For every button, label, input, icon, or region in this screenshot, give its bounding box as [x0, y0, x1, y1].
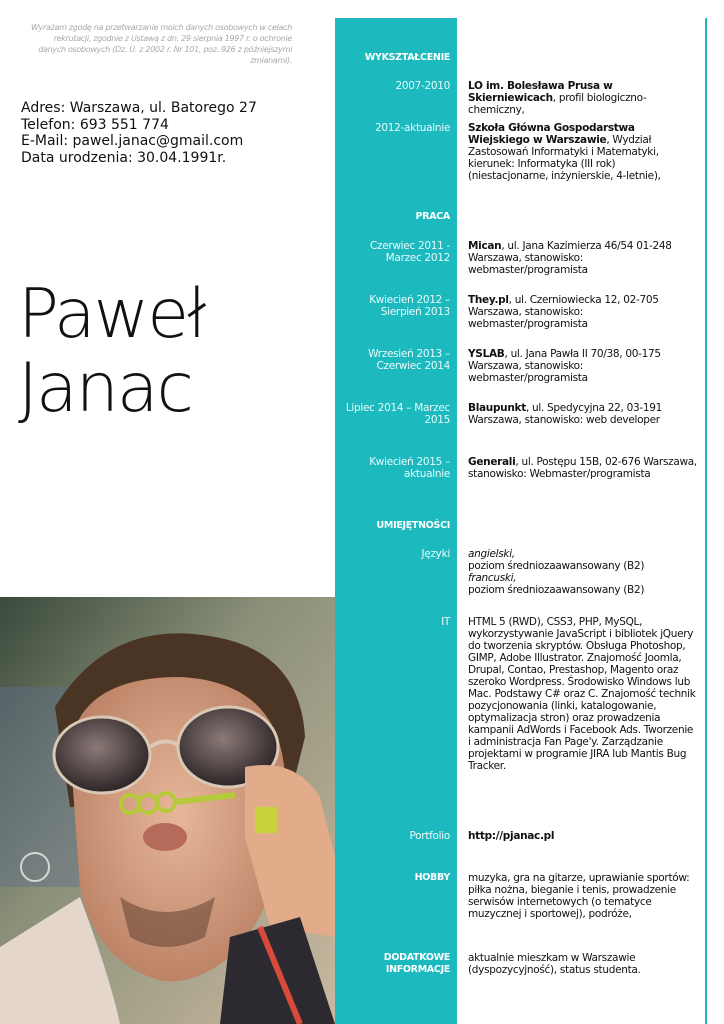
education-text — [468, 122, 698, 182]
work-text — [468, 348, 698, 384]
work-period: Kwiecień 2015 – aktualnie — [369, 456, 450, 480]
languages-label: Języki — [421, 548, 450, 560]
company-name: Generali — [468, 456, 516, 468]
last-name: Janac — [18, 349, 192, 428]
work-text — [468, 402, 698, 426]
section-header: HOBBY — [414, 872, 450, 883]
section-header: UMIEJĘTNOŚCI — [376, 520, 450, 531]
person-name — [18, 275, 205, 428]
hobby-text: muzyka, gra na gitarze, uprawianie sportów: piłka nożna, bieganie i tenis, prowadzenie serwisów internetowych (o tematyce muzycznej i sportowej), podróże, — [468, 872, 690, 920]
language-1: angielski, — [468, 548, 515, 560]
work-detail: , ul. Czerniowiecka 12, 02-705 Warszawa, stanowisko: webmaster/programista — [468, 294, 659, 330]
profile-photo — [0, 597, 335, 1024]
portfolio-link[interactable]: http://pjanac.pl — [468, 830, 555, 842]
it-label: IT — [441, 616, 450, 628]
work-period: Lipiec 2014 – Marzec 2015 — [345, 402, 450, 426]
contact-info — [21, 100, 257, 166]
section-header — [335, 952, 450, 976]
language-2-level: poziom średniozaawansowany (B2) — [468, 584, 645, 596]
section-header: PRACA — [415, 211, 450, 222]
contact-address: Adres: Warszawa, ul. Batorego 27 — [21, 100, 257, 116]
work-text — [468, 456, 698, 480]
section-header: WYKSZTAŁCENIE — [364, 52, 450, 63]
work-detail: , ul. Jana Kazimierza 46/54 01-248 Warszawa, stanowisko: webmaster/programista — [468, 240, 672, 276]
consent-clause: Wyrażam zgodę na przetwarzanie moich danych osobowych w celach rekrutacji, zgodnie z Ustawą z dn. 29 sierpnia 1997 r. o ochronie danych osobowych (Dz. U. z 2002 r. Nr 101, poz. 926 z późniejszymi zmianami). — [30, 23, 292, 65]
work-detail: , ul. Jana Pawła II 70/38, 00-175 Warszawa, stanowisko: webmaster/programista — [468, 348, 661, 384]
work-detail: , ul. Spedycyjna 22, 03-191 Warszawa, stanowisko: web developer — [468, 402, 662, 426]
work-period: Wrzesień 2013 – Czerwiec 2014 — [368, 348, 450, 372]
education-detail: , Wydział Zastosowań Informatyki i Matematyki, kierunek: Informatyka (III rok) (niestacjonarne, inżynierskie, 4-letnie), — [468, 134, 661, 182]
school-name: Szkoła Główna Gospodarstwa Wiejskiego w Warszawie — [468, 122, 635, 146]
company-name: Mican — [468, 240, 502, 252]
company-name: Blaupunkt — [468, 402, 526, 414]
school-name: LO im. Bolesława Prusa w Skierniewicach — [468, 80, 613, 104]
contact-birthdate: Data urodzenia: 30.04.1991r. — [21, 149, 227, 166]
section-header-line: DODATKOWE — [383, 952, 450, 963]
portfolio-label: Portfolio — [409, 830, 450, 842]
work-period: Czerwiec 2011 - Marzec 2012 — [369, 240, 450, 264]
contact-email[interactable]: E-Mail: pawel.janac@gmail.com — [21, 133, 244, 149]
work-text — [468, 294, 698, 330]
additional-text: aktualnie mieszkam w Warszawie (dyspozycyjność), status studenta. — [468, 952, 641, 976]
right-border — [705, 18, 707, 1024]
company-name: They.pl — [468, 294, 509, 306]
education-detail: , profil biologiczno-chemiczny, — [468, 92, 647, 116]
it-text: HTML 5 (RWD), CSS3, PHP, MySQL, wykorzystywanie JavaScript i bibliotek jQuery do tworzenia skryptów. Obsługa Photoshop, GIMP, Adobe Illustrator. Znajomość Joomla, Drupal, Contao, Prestashop, Magento oraz szeroko Wordpress. Środowisko Windows lub Mac. Podstawy C# oraz C. Znajomość technik pozycjonowania (linki, katalogowanie, optymalizacja stron) oraz prowadzenia kampanii AdWords i Facebook Ads. Tworzenie i administracja Fan Page'y. Zarządzanie projektami w programie JIRA lub Mantis Bug Tracker. — [468, 616, 696, 772]
work-detail: , ul. Postępu 15B, 02-676 Warszawa, stanowisko: Webmaster/programista — [468, 456, 697, 480]
language-1-level: poziom średniozaawansowany (B2) — [468, 560, 645, 572]
language-2: francuski, — [468, 572, 517, 584]
section-header-line: INFORMACJE — [385, 964, 450, 975]
first-name: Paweł — [18, 275, 205, 354]
work-period: Kwiecień 2012 – Sierpień 2013 — [369, 294, 450, 318]
contact-phone: Telefon: 693 551 774 — [21, 116, 169, 133]
languages-text — [468, 548, 698, 596]
company-name: YSLAB — [468, 348, 505, 360]
education-period: 2012-aktualnie — [375, 122, 450, 134]
education-text — [468, 80, 698, 116]
work-text — [468, 240, 698, 276]
education-period: 2007-2010 — [395, 80, 450, 92]
